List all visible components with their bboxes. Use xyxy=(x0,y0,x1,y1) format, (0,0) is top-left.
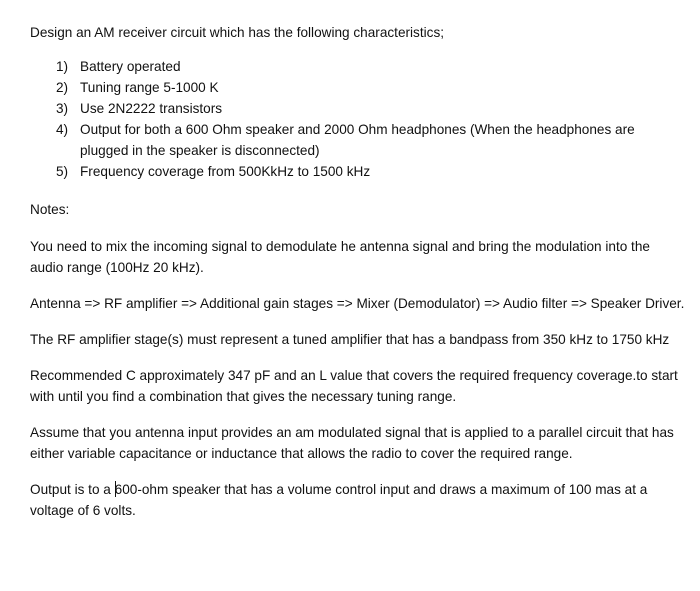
output-text-end: 600-ohm speaker that has a volume control input and draws a maximum of 100 mas at a voltage of 6 volts. xyxy=(30,482,648,518)
list-item-number: 4) xyxy=(56,122,69,137)
list-item xyxy=(30,161,685,182)
list-item-number: 5) xyxy=(56,164,69,179)
requirements-list xyxy=(30,56,685,182)
paragraph-recommended-lc: Recommended C approximately 347 pF and an L value that covers the required frequency coverage.to start with until you find a combination that gives the necessary tuning range. xyxy=(30,368,678,404)
paragraph-output[interactable] xyxy=(30,479,685,521)
list-item-text: Tuning range 5-1000 K xyxy=(80,80,219,95)
list-item-number: 3) xyxy=(56,101,69,116)
list-item xyxy=(30,77,685,98)
document-page xyxy=(30,22,685,536)
list-item-text: Frequency coverage from 500KkHz to 1500 kHz xyxy=(80,164,371,179)
list-item-text: Battery operated xyxy=(80,59,181,74)
list-item xyxy=(30,98,685,119)
paragraph-antenna-input: Assume that you antenna input provides an am modulated signal that is applied to a parallel circuit that has either variable capacitance or inductance that allows the radio to cover the required range. xyxy=(30,425,674,461)
output-text-start: Output is to a xyxy=(30,482,115,497)
list-item-text: Use 2N2222 transistors xyxy=(80,101,223,116)
list-item-number: 2) xyxy=(56,80,69,95)
list-item-number: 1) xyxy=(56,59,69,74)
document-heading: Design an AM receiver circuit which has the following characteristics; xyxy=(30,25,445,40)
paragraph-mixing: You need to mix the incoming signal to demodulate he antenna signal and bring the modulation into the audio range (100Hz 20 kHz). xyxy=(30,239,650,275)
paragraph-rf-amplifier: The RF amplifier stage(s) must represent a tuned amplifier that has a bandpass from 350 kHz to 1750 kHz xyxy=(30,332,670,347)
notes-label: Notes: xyxy=(30,202,70,217)
list-item-text: Output for both a 600 Ohm speaker and 2000 Ohm headphones (When the headphones are plugged in the speaker is disconnected) xyxy=(80,122,635,158)
paragraph-signal-chain: Antenna => RF amplifier => Additional gain stages => Mixer (Demodulator) => Audio filter => Speaker Driver. xyxy=(30,296,685,311)
list-item xyxy=(30,56,685,77)
list-item xyxy=(30,119,685,161)
